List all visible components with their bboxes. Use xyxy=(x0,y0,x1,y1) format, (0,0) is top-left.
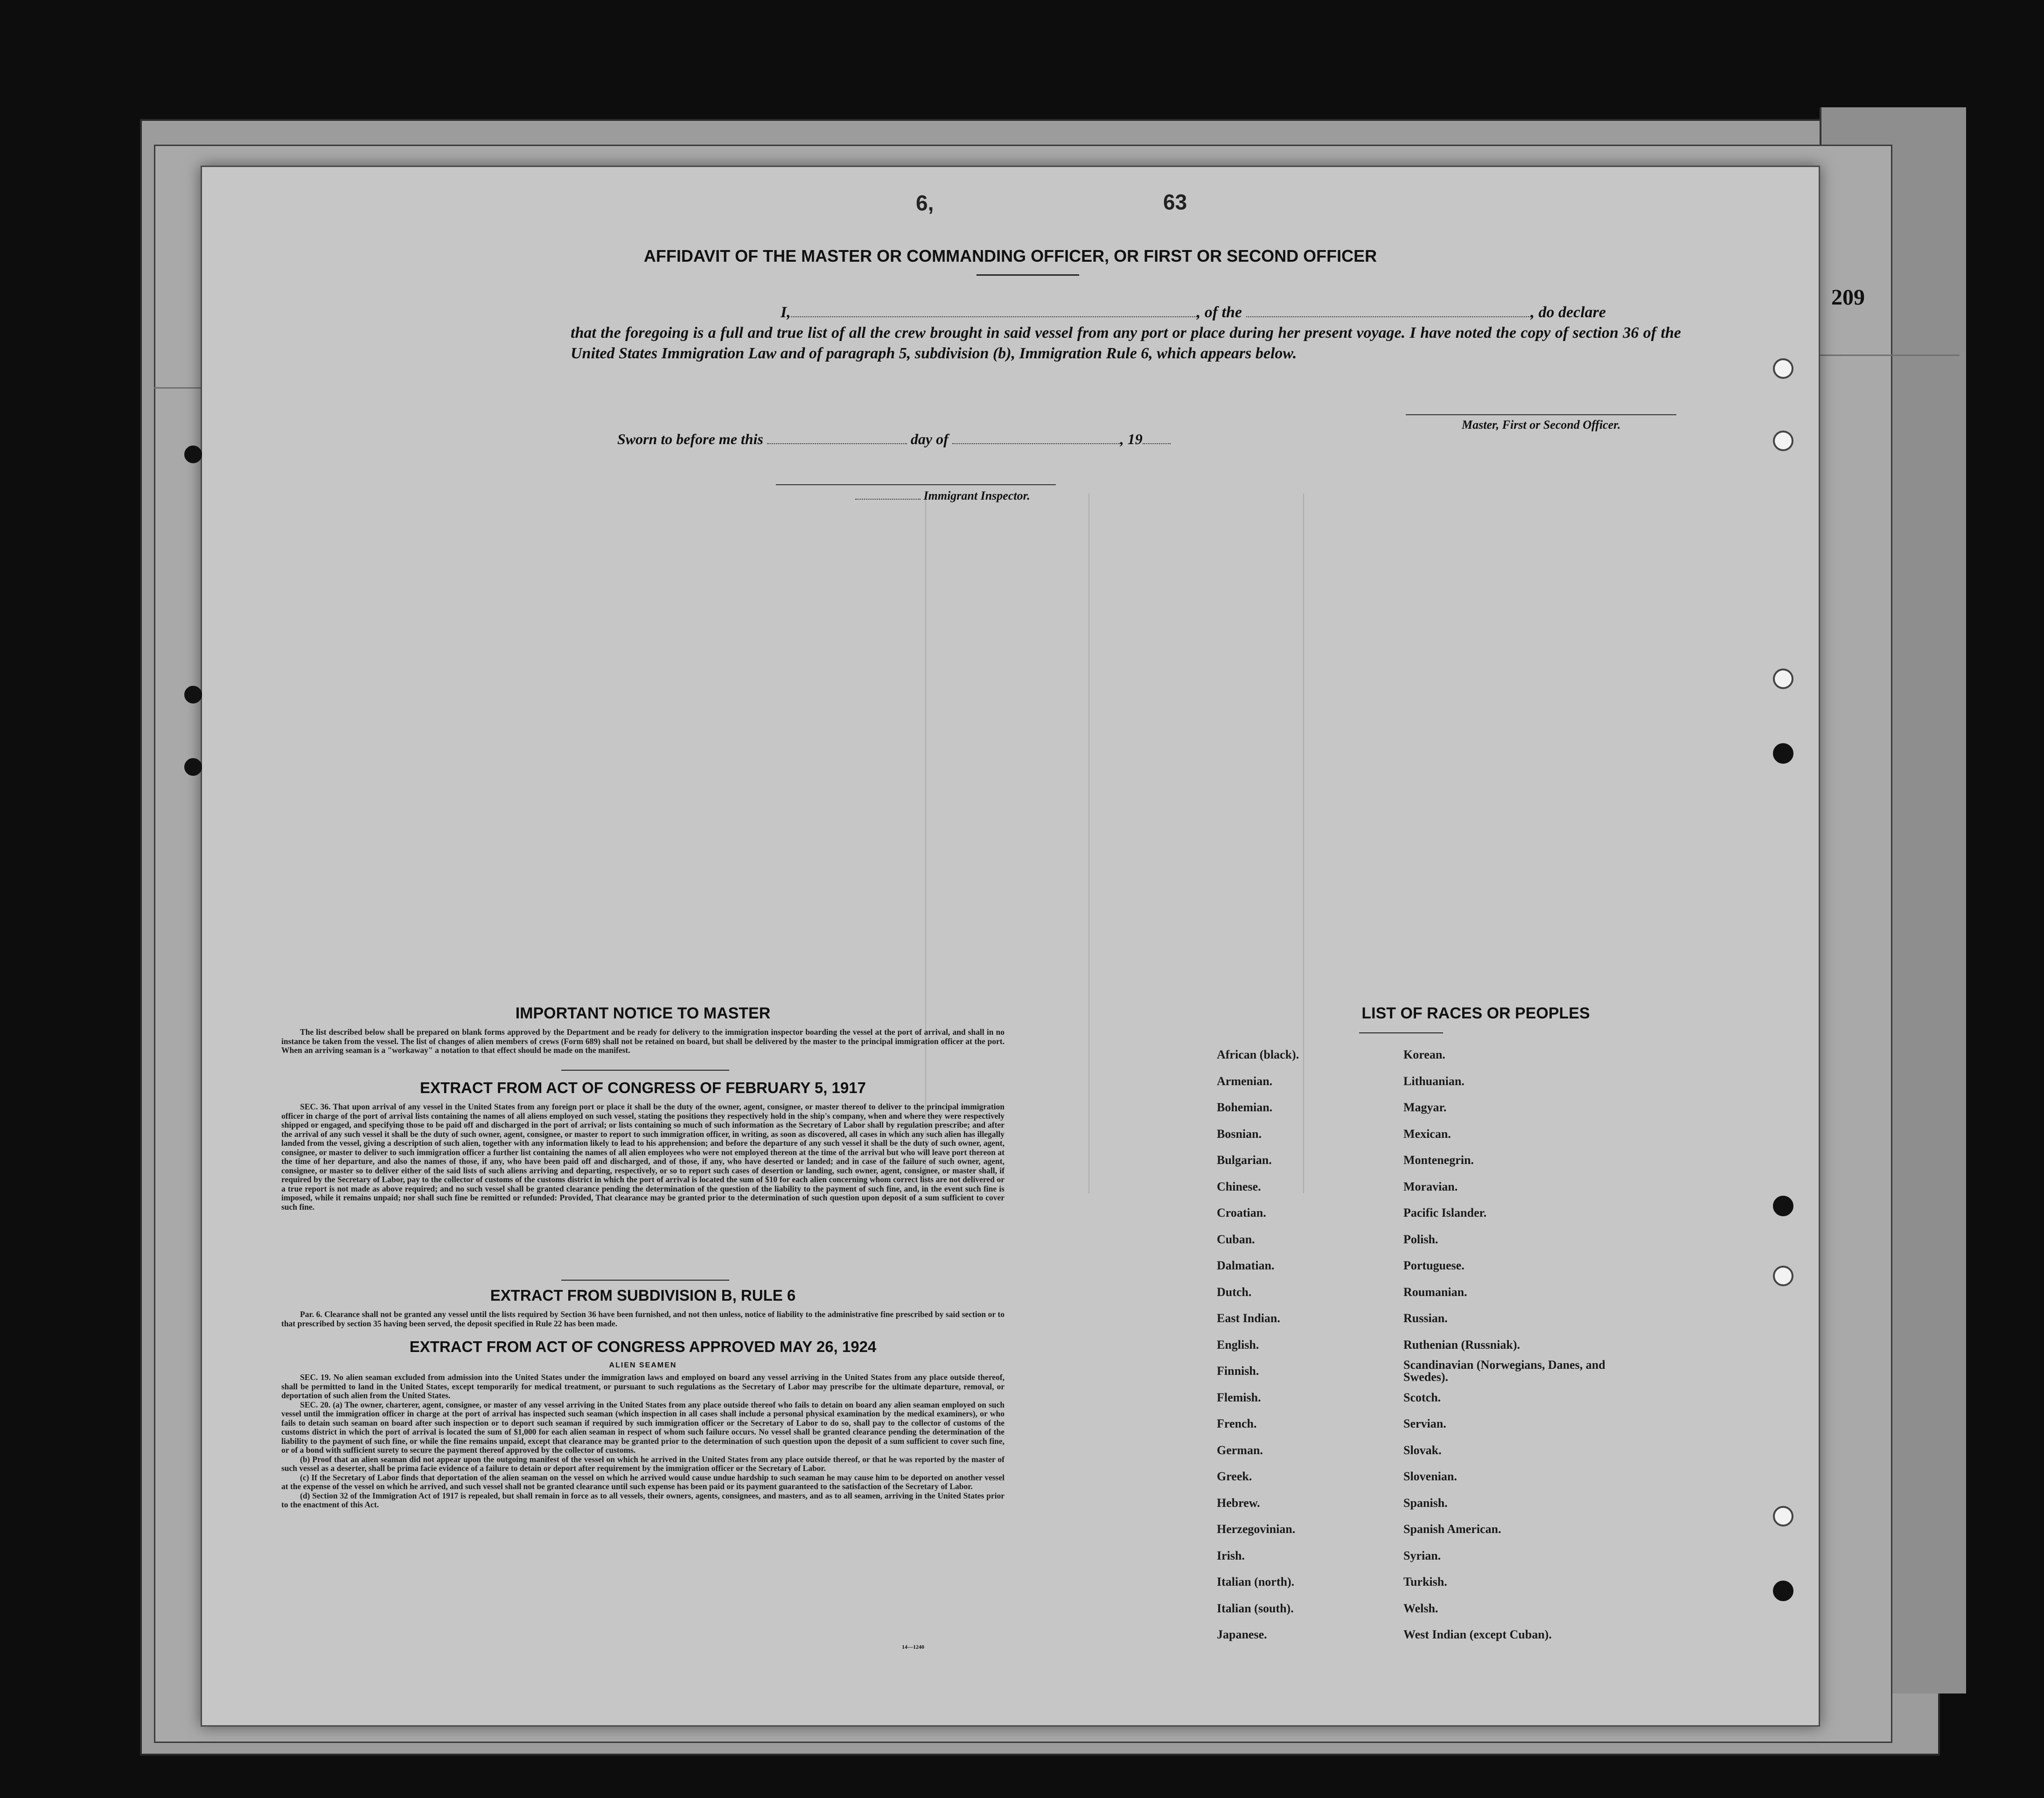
ledger-line xyxy=(1820,355,1960,356)
notice-title: IMPORTANT NOTICE TO MASTER xyxy=(515,1004,771,1022)
binder-hole xyxy=(1773,743,1793,764)
affidavit-page xyxy=(201,166,1820,1727)
sworn-day-blank[interactable] xyxy=(767,443,907,444)
race-item: Dalmatian. xyxy=(1217,1259,1275,1272)
extract-1924-paragraph: (c) If the Secretary of Labor finds that deportation of the alien seaman on the vessel on which he arrived would cause undue hardship to such seaman he may cause him to be deported on another vessel at the expense of the vessel on which he arrived, and such vessel shall not be granted clearance until such expense has been paid or its payment guaranteed to the satisfaction of the Secretary of Labor. xyxy=(281,1472,1005,1491)
extract-1924-paragraph: SEC. 19. No alien seaman excluded from admission into the United States under the immigration laws and employed on board any vessel arriving in the United States from any place outside thereof, shall be permitted to land in the United States, except temporarily for medical treatment, or pursuant to such regulations as the Secretary of Labor may prescribe for the ultimate departure, removal, or deportation of such alien from the United States. xyxy=(281,1373,1005,1400)
stamp-mark: 63 xyxy=(1163,190,1187,214)
notice-text: The list described below shall be prepared on blank forms approved by the Department and be ready for delivery to the immigration inspector boarding the vessel at the port of arrival, and shall in no instance be taken from the vessel. The list of changes of alien members of crews (Form 689) shall not be retained on board, but shall be delivered by the master to the principal immigration officer at the port. When an arriving seaman is a "workaway" a notation to that effect should be made on the manifest. xyxy=(281,1027,1005,1055)
race-item: Italian (north). xyxy=(1217,1575,1295,1589)
races-title-rule xyxy=(1359,1032,1443,1033)
extract-1924-paragraph: SEC. 20. (a) The owner, charterer, agent, consignee, or master of any vessel arriving in the United States from any place outside thereof who fails to detain on board any alien seaman employed on such vessel until the immigration officer in charge at the port of arrival has inspected such seaman (which inspection in all cases shall include a personal physical examination by the medical examiners), or who fails to detain such seaman on board after such inspection or to deport such seaman if required by such immigration officer or the Secretary of Labor to do so, shall pay to the collector of customs of the customs district in which the port of arrival is located the sum of $1,000 for each alien seaman in respect of whom such failure occurs. No vessel shall be granted clearance pending the determination of the liability to the payment of such fine, or while the fine remains unpaid, except that clearance may be granted prior to the determination of such question upon the deposit of a sum sufficient to cover such fine, or of a bond with sufficient surety to secure the payment thereof approved by the collector of customs. xyxy=(281,1400,1005,1455)
race-item: Korean. xyxy=(1403,1048,1445,1061)
extract-rule6-text: Par. 6. Clearance shall not be granted any vessel until the lists required by Section 36 have been furnished, and not then unless, notice of liability to the administrative fine prescribed by said section or to that prescribed by section 35 having been served, the deposit specified in Rule 22 has been made. xyxy=(281,1310,1005,1328)
binder-hole xyxy=(1773,358,1793,379)
race-item: English. xyxy=(1217,1338,1259,1352)
race-item: Finnish. xyxy=(1217,1364,1259,1378)
inspector-signature-line[interactable] xyxy=(776,484,1056,485)
race-item: German. xyxy=(1217,1443,1263,1457)
race-item: Scotch. xyxy=(1403,1390,1441,1404)
races-list-right xyxy=(1403,1042,1609,1648)
form-number: 14—1240 xyxy=(902,1644,924,1650)
extract-rule6-title: EXTRACT FROM SUBDIVISION B, RULE 6 xyxy=(490,1287,796,1304)
race-item: Pacific Islander. xyxy=(1403,1206,1487,1220)
race-item: Portuguese. xyxy=(1403,1259,1465,1272)
binder-hole xyxy=(184,758,202,776)
race-item: Moravian. xyxy=(1403,1179,1458,1193)
race-item: Mexican. xyxy=(1403,1127,1451,1141)
race-item: Japanese. xyxy=(1217,1628,1267,1641)
master-signature-label: Master, First or Second Officer. xyxy=(1462,418,1621,432)
race-item: Spanish American. xyxy=(1403,1522,1501,1536)
name-blank[interactable] xyxy=(791,316,1197,317)
binder-hole xyxy=(1773,1266,1793,1286)
race-item: Spanish. xyxy=(1403,1496,1448,1510)
races-title: LIST OF RACES OR PEOPLES xyxy=(1361,1004,1590,1022)
races-list-left xyxy=(1217,1042,1389,1648)
race-item: Italian (south). xyxy=(1217,1601,1294,1615)
race-item: Turkish. xyxy=(1403,1575,1447,1589)
race-item: Bulgarian. xyxy=(1217,1153,1272,1167)
extract-1924-paragraph: (b) Proof that an alien seaman did not appear upon the outgoing manifest of the vessel on which he arrived in the United States from any place outside thereof, or that he was reported by the master of such vessel as a deserter, shall be prima facie evidence of a failure to detain or deport after requirement by the immigration officer or the Secretary of Labor. xyxy=(281,1454,1005,1473)
stamp-mark: 6, xyxy=(916,191,934,215)
race-item: Dutch. xyxy=(1217,1285,1252,1299)
race-item: Slovenian. xyxy=(1403,1470,1457,1483)
ledger-line xyxy=(154,387,205,389)
affidavit-body xyxy=(571,302,1681,364)
race-item: Syrian. xyxy=(1403,1548,1441,1562)
faint-column-rule xyxy=(1088,494,1089,1193)
binder-hole xyxy=(1773,669,1793,689)
race-item: Bohemian. xyxy=(1217,1101,1273,1114)
race-item: Ruthenian (Russniak). xyxy=(1403,1338,1520,1352)
affidavit-declaration-line: I, , of the , do declare xyxy=(781,304,1606,321)
race-item: Croatian. xyxy=(1217,1206,1266,1220)
extract-1917-title: EXTRACT FROM ACT OF CONGRESS OF FEBRUARY 5, 1917 xyxy=(420,1079,866,1096)
sworn-month-blank[interactable] xyxy=(952,443,1120,444)
inspector-blank xyxy=(855,499,921,500)
race-item: Russian. xyxy=(1403,1311,1448,1325)
race-item: Magyar. xyxy=(1403,1101,1447,1114)
race-item: Lithuanian. xyxy=(1403,1074,1465,1088)
sworn-line: Sworn to before me this day of , 19 xyxy=(617,431,1171,448)
page-number: 209 xyxy=(1831,285,1865,310)
race-item: Slovak. xyxy=(1403,1443,1442,1457)
extract-1924-text xyxy=(281,1373,1005,1510)
affidavit-statement: that the foregoing is a full and true list of all the crew brought in said vessel from any port or place during her present voyage. I have noted the copy of section 36 of the United States Immigration Law and of paragraph 5, subdivision (b), Immigration Rule 6, which appears below. xyxy=(571,324,1681,362)
extract-1924-title: EXTRACT FROM ACT OF CONGRESS APPROVED MAY 26, 1924 xyxy=(409,1338,877,1355)
race-item: Armenian. xyxy=(1217,1074,1273,1088)
title-rule xyxy=(977,274,1079,276)
race-item: Bosnian. xyxy=(1217,1127,1262,1141)
race-item: Hebrew. xyxy=(1217,1496,1260,1510)
race-item: African (black). xyxy=(1217,1048,1299,1061)
section-rule xyxy=(561,1070,729,1071)
affidavit-title: AFFIDAVIT OF THE MASTER OR COMMANDING OFFICER, OR FIRST OR SECOND OFFICER xyxy=(643,246,1377,265)
vessel-blank[interactable] xyxy=(1246,316,1531,317)
race-item: Chinese. xyxy=(1217,1179,1261,1193)
race-item: Welsh. xyxy=(1403,1601,1438,1615)
master-signature-line[interactable] xyxy=(1406,414,1676,415)
race-item: Irish. xyxy=(1217,1548,1245,1562)
sworn-year-blank[interactable] xyxy=(1143,443,1171,444)
race-item: East Indian. xyxy=(1217,1311,1280,1325)
extract-1924-paragraph: (d) Section 32 of the Immigration Act of 1917 is repealed, but shall remain in force as to all vessels, their owners, agents, consignees, and masters, and as to all seamen, arriving in the United States prior to the enactment of this Act. xyxy=(281,1491,1005,1509)
binder-hole xyxy=(1773,1506,1793,1526)
race-item: Montenegrin. xyxy=(1403,1153,1474,1167)
race-item: French. xyxy=(1217,1417,1257,1430)
race-item: Scandinavian (Norwegians, Danes, and Swedes). xyxy=(1403,1358,1605,1384)
race-item: Servian. xyxy=(1403,1417,1446,1430)
race-item: Roumanian. xyxy=(1403,1285,1467,1299)
race-item: Cuban. xyxy=(1217,1232,1255,1246)
race-item: West Indian (except Cuban). xyxy=(1403,1628,1552,1641)
race-item: Polish. xyxy=(1403,1232,1438,1246)
section-rule xyxy=(561,1280,729,1281)
race-item: Greek. xyxy=(1217,1470,1252,1483)
binder-hole xyxy=(1773,1581,1793,1601)
binder-hole xyxy=(184,686,202,704)
extract-1917-text: SEC. 36. That upon arrival of any vessel in the United States from any foreign port or place it shall be the duty of the owner, agent, consignee, or master thereof to deliver to the principal immigration officer in charge of the port of arrival lists containing the names of all aliens employed on such vessel, stating the positions they respectively hold in the ship's company, when and where they were respectively shipped or engaged, and specifying those to be paid off and discharged in the port of arrival; or lists containing so much of such information as the Secretary of Labor shall by regulation prescribe; and after the arrival of any such vessel it shall be the duty of such owner, agent, consignee, or master to report to such immigration officer, in writing, as soon as discovered, all cases in which any such alien has illegally landed from the vessel, giving a description of such alien, together with any information likely to lead to his apprehension; and before the departure of any such vessel it shall be the duty of such owner, agent, consignee, or master to deliver to such immigration officer a further list containing the names of all alien employees who were not employed thereon at the time of the arrival but who will leave port thereon at the time of her departure, and also the names of those, if any, who have been paid off and discharged, and of those, if any, who have deserted or landed; and in case of the failure of such owner, agent, consignee, or master so to deliver either of the said lists of such aliens arriving and departing, respectively, or so to report such cases of desertion or landing, such owner, agent, consignee, or master shall, if required by the Secretary of Labor, pay to the collector of customs of the customs district in which the port of arrival is located the sum of $10 for each alien concerning whom correct lists are not delivered or a true report is not made as above required; and no such vessel shall be granted clearance pending the determination of the question of the liability to the payment of such fine, and, in the event such fine is imposed, while it remains unpaid; nor shall such fine be remitted or refunded: Provided, That clearance may be granted prior to the determination of such question upon deposit of a sum sufficient to cover such fine. xyxy=(281,1102,1005,1212)
extract-1924-subtitle: ALIEN SEAMEN xyxy=(609,1361,677,1369)
binder-hole xyxy=(1773,431,1793,451)
inspector-signature-label: Immigrant Inspector. xyxy=(855,489,1030,503)
binder-hole xyxy=(184,446,202,463)
race-item: Herzegovinian. xyxy=(1217,1522,1296,1536)
binder-hole xyxy=(1773,1196,1793,1216)
race-item: Flemish. xyxy=(1217,1390,1261,1404)
